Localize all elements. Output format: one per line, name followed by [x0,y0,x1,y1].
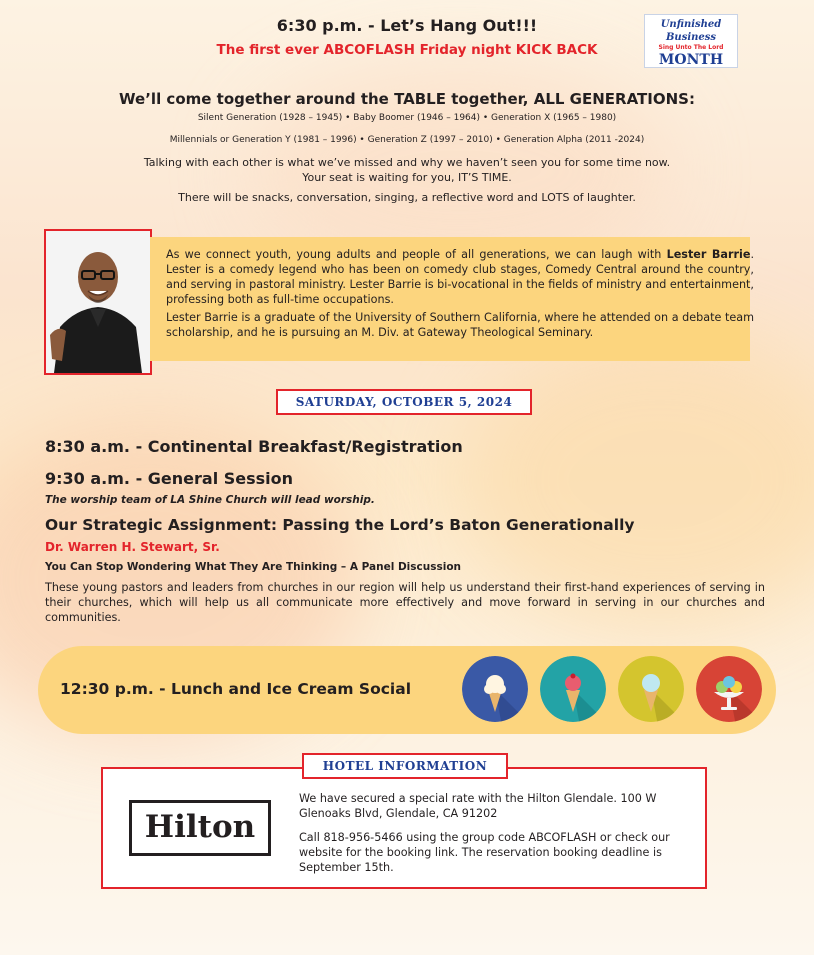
ice-cream-cone-icon [618,656,684,722]
ice-cream-sundae-icon [696,656,762,722]
hilton-logo: Hilton [129,800,271,856]
bio-text-after: . Lester is a comedy legend who has been on comedy club stages, Comedy Central around the country, and serving in pastoral ministry. Lester Barrie is bi-vocational in the fields of ministry and entertainment, professing both as full-time occupations. [166,248,754,306]
event-logo [644,14,738,68]
panel-description: These young pastors and leaders from churches in our region will help us understand their first-hand experiences of serving in their churches, which will help us all communicate more effectively and move forward in serving in our churches and communities. [45,581,765,624]
lester-barrie-photo [44,229,152,375]
hotel-info-title: HOTEL INFORMATION [302,753,508,779]
worship-note: The worship team of LA Shine Church will lead worship. [45,494,375,506]
ice-cream-cone-icon [540,656,606,722]
logo-line3: MONTH [658,52,724,68]
bio-paragraph-2: Lester Barrie is a graduate of the University of Southern California, where he attended on a debate team scholarship, and he is pursuing an M. Div. at Gateway Theological Seminary. [166,311,754,339]
snacks-paragraph: There will be snacks, conversation, singing, a reflective word and LOTS of laughter. [178,191,636,204]
speaker-name: Dr. Warren H. Stewart, Sr. [45,540,220,554]
hotel-booking-paragraph: Call 818-956-5466 using the group code ABCOFLASH or check our website for the booking link. The reservation booking deadline is September 15th. [299,831,670,874]
invitation-paragraph [0,155,814,185]
lester-barrie-bio [150,237,754,361]
invitation-line-1: Talking with each other is what we’ve missed and why we haven’t seen you for some time now. [143,156,671,169]
friday-subtitle: The first ever ABCOFLASH Friday night KICK BACK [216,42,598,58]
assignment-title: Our Strategic Assignment: Passing the Lord’s Baton Generationally [45,516,635,534]
invitation-line-2: Your seat is waiting for you, IT’S TIME. [302,171,512,184]
generations-line-2: Millennials or Generation Y (1981 – 1996) • Generation Z (1997 – 2010) • Generation Alpha (2011 -2024) [169,135,645,145]
ice-cream-cone-icon [462,656,528,722]
schedule-general-session: 9:30 a.m. - General Session [45,469,294,488]
bio-name: Lester Barrie [666,248,751,261]
logo-line1: Unfinished Business [660,19,722,43]
hotel-rate-paragraph: We have secured a special rate with the Hilton Glendale. 100 W Glenoaks Blvd, Glendale, CA 91202 [299,792,657,820]
generations-line-1: Silent Generation (1928 – 1945) • Baby Boomer (1946 – 1964) • Generation X (1965 – 1980) [197,113,617,123]
friday-time-title: 6:30 p.m. - Let’s Hang Out!!! [276,16,538,35]
logo-line2: Sing Unto The Lord [658,44,724,51]
schedule-breakfast: 8:30 a.m. - Continental Breakfast/Registration [45,437,463,456]
saturday-date-banner: SATURDAY, OCTOBER 5, 2024 [276,389,532,415]
bio-paragraph-1 [166,247,754,307]
bio-text-before: As we connect youth, young adults and people of all generations, we can laugh with [166,248,667,261]
panel-title: You Can Stop Wondering What They Are Thinking – A Panel Discussion [45,561,462,573]
lunch-label: 12:30 p.m. - Lunch and Ice Cream Social [60,680,412,698]
generations-heading: We’ll come together around the TABLE together, ALL GENERATIONS: [119,90,695,108]
